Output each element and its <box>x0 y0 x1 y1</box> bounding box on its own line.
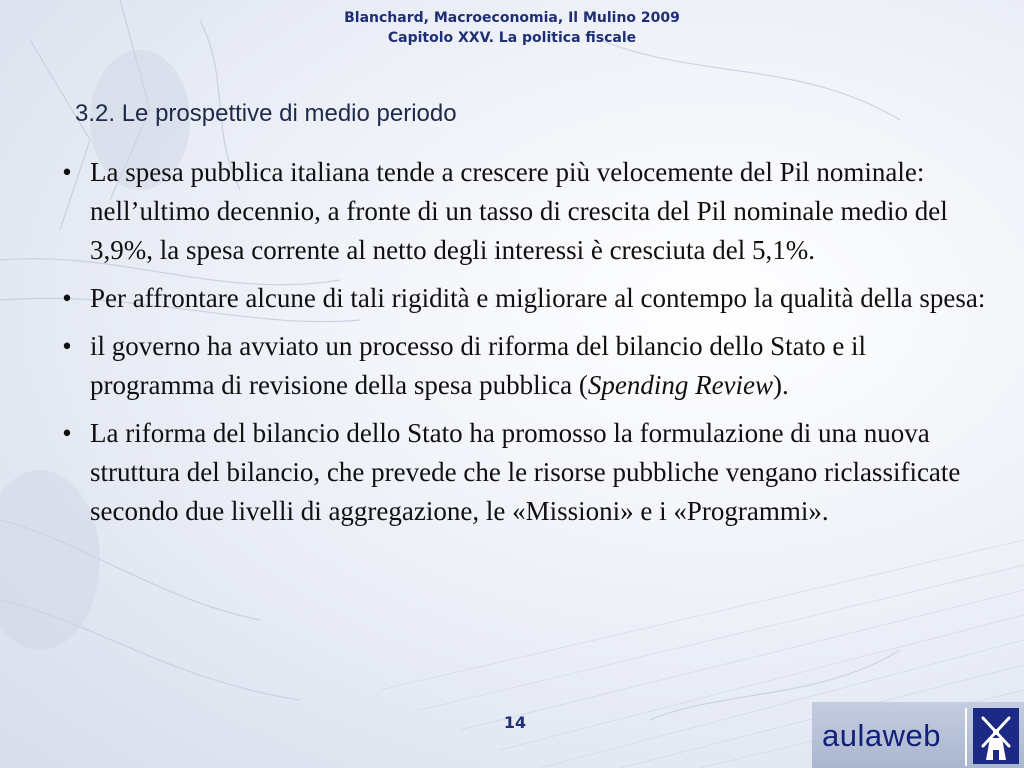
windmill-icon <box>973 708 1019 764</box>
bullet-item <box>55 327 995 405</box>
header-chapter: Capitolo XXV. La politica fiscale <box>387 30 637 46</box>
bullet-icon: • <box>62 283 72 313</box>
bullet-text-italic: Spending Review <box>587 370 774 400</box>
bullet-text <box>90 331 866 400</box>
bullet-item <box>55 414 995 531</box>
page-number: 14 <box>503 713 527 732</box>
bullet-icon: • <box>62 331 72 361</box>
bullet-icon: • <box>62 157 72 187</box>
logo-text: aulaweb <box>822 718 941 753</box>
bullet-text-part: il governo ha avviato un processo di riforma del bilancio dello Stato e il programma di revisione della spesa pubblica ( <box>90 331 867 400</box>
slide-header <box>0 8 1024 48</box>
bullet-text: Per affrontare alcune di tali rigidità e migliorare al contempo la qualità della spesa: <box>90 283 986 313</box>
aulaweb-logo <box>812 702 1024 768</box>
bullet-text: La riforma del bilancio dello Stato ha promosso la formulazione di una nuova struttura del bilancio, che prevede che le risorse pubbliche vengano riclassificate secondo due livelli di aggregazione, le «Missioni» e i «Programmi». <box>90 418 961 526</box>
bullet-text: La spesa pubblica italiana tende a crescere più velocemente del Pil nominale: nell’ultimo decennio, a fronte di un tasso di crescita del Pil nominale medio del 3,9%, la spesa corrente al netto degli interessi è cresciuta del 5,1%. <box>90 157 948 265</box>
bullet-item <box>55 279 995 318</box>
header-book-reference: Blanchard, Macroeconomia, Il Mulino 2009 <box>344 10 680 26</box>
slide-title: 3.2. Le prospettive di medio periodo <box>75 100 457 127</box>
bullet-item <box>55 153 995 270</box>
logo-divider <box>965 708 967 766</box>
bullet-icon: • <box>62 418 72 448</box>
bullet-list <box>55 153 995 540</box>
bullet-text-part: ). <box>773 370 789 400</box>
